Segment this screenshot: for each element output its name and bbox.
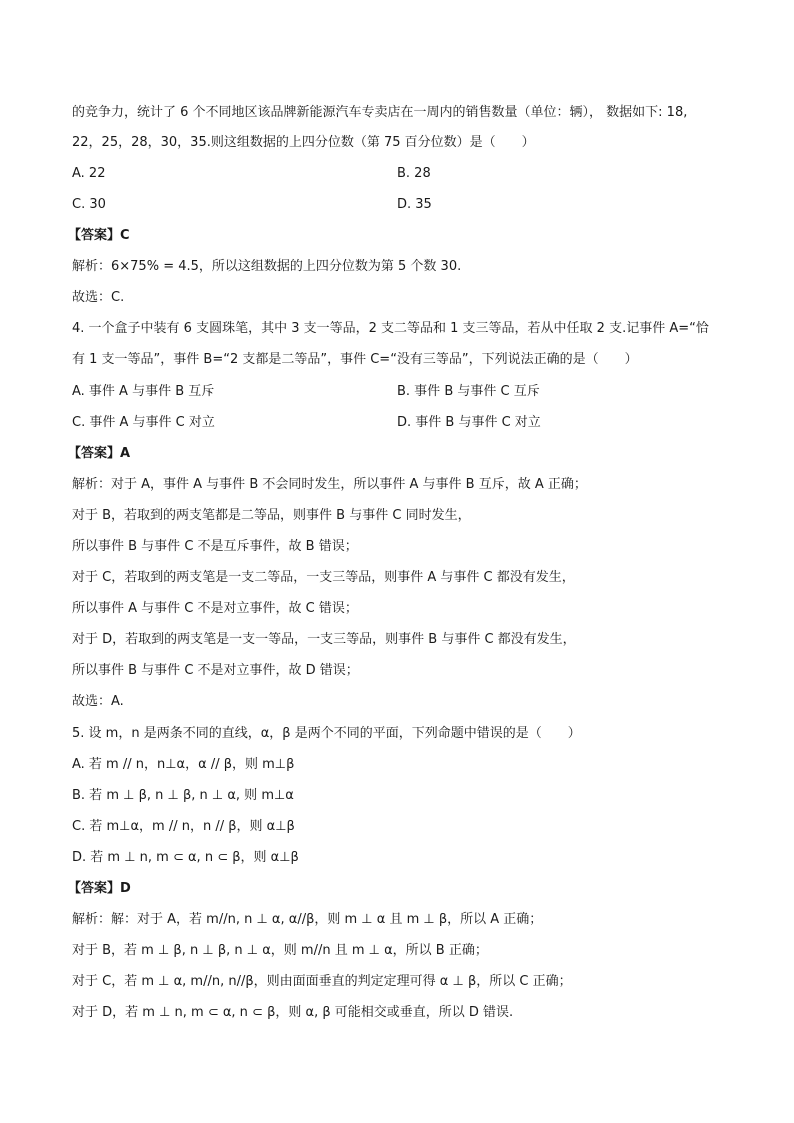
q4-analysis-2: 对于 B，若取到的两支笔都是二等品，则事件 B 与事件 C 同时发生， <box>72 508 471 523</box>
q4-analysis-6: 对于 D，若取到的两支笔是一支一等品，一支三等品，则事件 B 与事件 C 都没有发生， <box>72 632 576 647</box>
q4-option-c: C. 事件 A 与事件 C 对立 <box>72 415 215 430</box>
q4-analysis-4: 对于 C，若取到的两支笔是一支二等品，一支三等品，则事件 A 与事件 C 都没有发生， <box>72 570 575 585</box>
q5-option-a: A. 若 m // n，n⊥α，α // β，则 m⊥β <box>72 757 295 772</box>
q5-analysis-2: 对于 B，若 m ⊥ β, n ⊥ β, n ⊥ α，则 m//n 且 m ⊥ α，所以 B 正确； <box>72 943 488 958</box>
q5-answer: 【答案】D <box>68 881 131 896</box>
q4-choice: 故选：A. <box>72 694 124 709</box>
q3-analysis: 解析：6×75% = 4.5，所以这组数据的上四分位数为第 5 个数 30. <box>72 259 462 274</box>
q3-choice: 故选：C. <box>72 290 125 305</box>
q3-text-line-1: 的竞争力，统计了 6 个不同地区该品牌新能源汽车专卖店在一周内的销售数量（单位：辆）， 数据如下: 18, <box>72 105 688 120</box>
q4-option-d: D. 事件 B 与事件 C 对立 <box>397 415 541 430</box>
q3-option-b: B. 28 <box>397 166 431 181</box>
q3-text-line-2: 22，25，28，30，35.则这组数据的上四分位数（第 75 百分位数）是（ ） <box>72 135 535 150</box>
q4-text-line-1: 4. 一个盒子中装有 6 支圆珠笔，其中 3 支一等品，2 支二等品和 1 支三等品，若从中任取 2 支.记事件 A=“恰 <box>72 321 709 336</box>
q5-option-c: C. 若 m⊥α，m // n，n // β，则 α⊥β <box>72 819 295 834</box>
q4-option-b: B. 事件 B 与事件 C 互斥 <box>397 384 540 399</box>
q5-analysis-4: 对于 D，若 m ⊥ n, m ⊂ α, n ⊂ β，则 α, β 可能相交或垂直，所以 D 错误. <box>72 1005 514 1020</box>
q5-option-b: B. 若 m ⊥ β, n ⊥ β, n ⊥ α, 则 m⊥α <box>72 788 294 803</box>
q4-analysis-1: 解析：对于 A，事件 A 与事件 B 不会同时发生，所以事件 A 与事件 B 互斥，故 A 正确； <box>72 477 587 492</box>
q4-option-a: A. 事件 A 与事件 B 互斥 <box>72 384 215 399</box>
q5-analysis-3: 对于 C，若 m ⊥ α, m//n, n//β，则由面面垂直的判定定理可得 α ⊥ β，所以 C 正确； <box>72 974 572 989</box>
q3-option-c: C. 30 <box>72 197 106 212</box>
q3-answer: 【答案】C <box>68 228 130 243</box>
q5-text: 5. 设 m，n 是两条不同的直线，α，β 是两个不同的平面，下列命题中错误的是（ ） <box>72 726 581 741</box>
q5-option-d: D. 若 m ⊥ n, m ⊂ α, n ⊂ β，则 α⊥β <box>72 850 299 865</box>
q5-analysis-1: 解析：解：对于 A，若 m//n, n ⊥ α, α//β，则 m ⊥ α 且 m ⊥ β，所以 A 正确； <box>72 912 543 927</box>
q3-option-d: D. 35 <box>397 197 432 212</box>
q4-analysis-7: 所以事件 B 与事件 C 不是对立事件，故 D 错误； <box>72 663 359 678</box>
q4-analysis-3: 所以事件 B 与事件 C 不是互斥事件，故 B 错误； <box>72 539 358 554</box>
q4-analysis-5: 所以事件 A 与事件 C 不是对立事件，故 C 错误； <box>72 601 358 616</box>
q4-text-line-2: 有 1 支一等品”，事件 B=“2 支都是二等品”，事件 C=“没有三等品”，下列说法正确的是（ ） <box>72 352 638 367</box>
q3-option-a: A. 22 <box>72 166 106 181</box>
q4-answer: 【答案】A <box>68 446 131 461</box>
